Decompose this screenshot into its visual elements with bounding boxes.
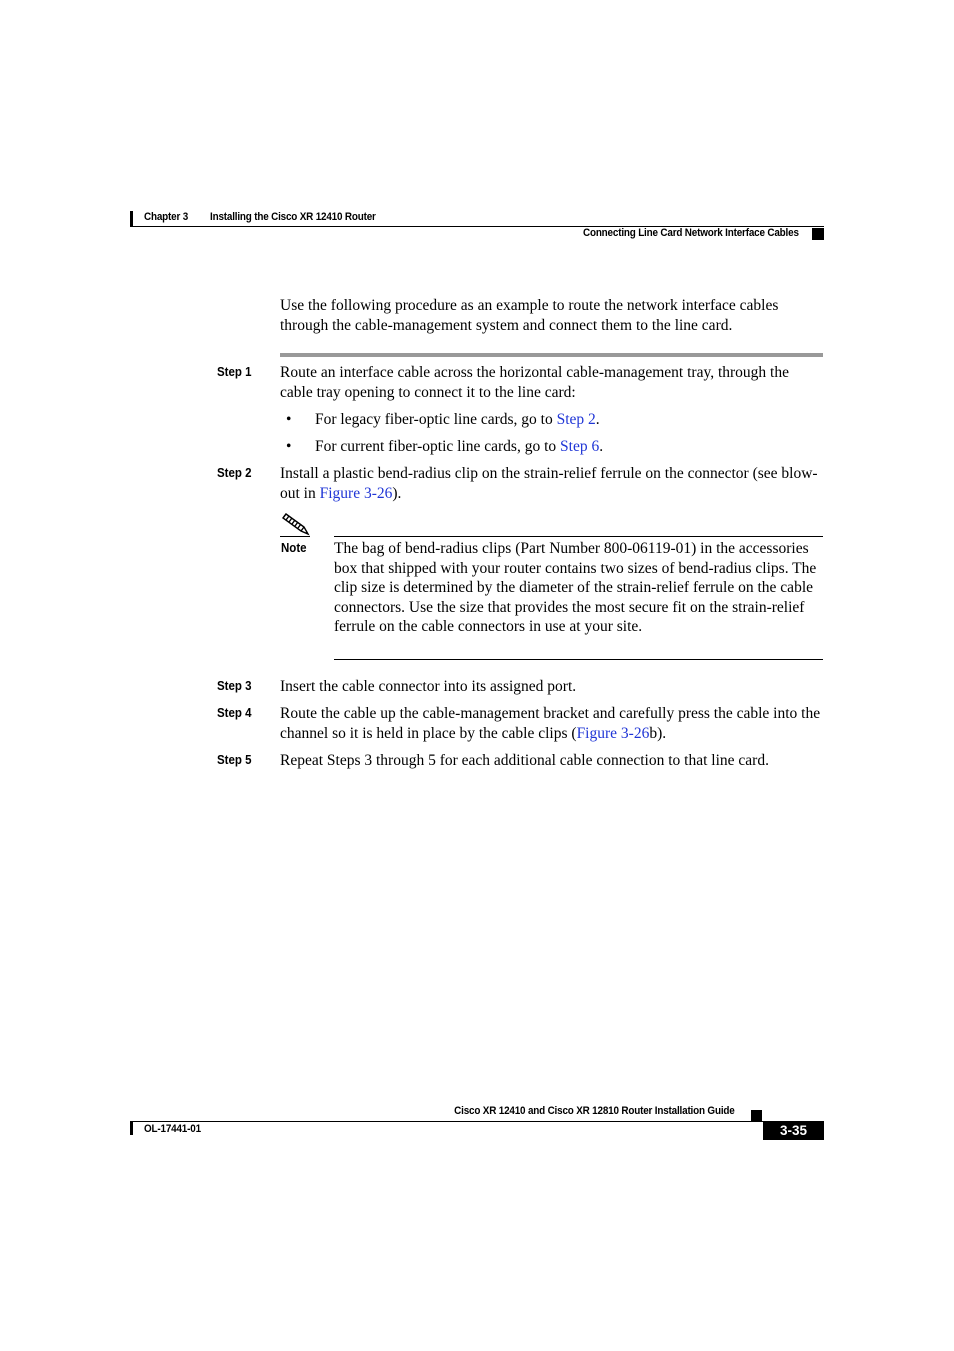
- note-text: The bag of bend-radius clips (Part Number 800-06119-01) in the accessories box that shipped with your router contains two sizes of bend-radius clips. The clip size is determined by the diameter of the strain-relief ferrule on the cable connectors. Use the size that provides the most secure fit on the strain-relief ferrule on the cable connectors in use at your site.: [334, 540, 817, 635]
- bullet-icon: •: [286, 411, 292, 428]
- footer-rule: [130, 1121, 824, 1122]
- footer-guide-title: Cisco XR 12410 and Cisco XR 12810 Router Installation Guide: [454, 1105, 735, 1117]
- note-top-rule: [334, 536, 823, 537]
- intro-paragraph: Use the following procedure as an example to route the network interface cables through the cable-management system and connect them to the line card.: [280, 297, 779, 334]
- step-3-text: Insert the cable connector into its assigned port.: [280, 678, 577, 695]
- bullet-text: For current fiber-optic line cards, go to Step 6.: [315, 438, 604, 455]
- header-right-block: [812, 228, 824, 240]
- footer-right-block: [751, 1110, 762, 1121]
- note-bottom-rule: [334, 659, 823, 660]
- step-2-text: Install a plastic bend-radius clip on the strain-relief ferrule on the connector (see blow-out in Figure 3-26).: [280, 465, 818, 502]
- step-5-label: Step 5: [217, 753, 252, 767]
- step-1-bullet-1: [286, 410, 826, 430]
- header-left-bar: [130, 211, 133, 227]
- step-1-label: Step 1: [217, 365, 252, 379]
- figure-3-26-link[interactable]: Figure 3-26: [576, 724, 650, 742]
- bullet-icon: •: [286, 438, 292, 455]
- pencil-note-icon: [282, 511, 312, 537]
- step-4-label: Step 4: [217, 706, 252, 720]
- step-3-label: Step 3: [217, 679, 252, 693]
- step-4-text: Route the cable up the cable-management bracket and carefully press the cable into the channel so it is held in place by the cable clips (Figure 3-26b).: [280, 705, 821, 742]
- footer-left-bar: [130, 1121, 133, 1135]
- page-number-box: [763, 1121, 824, 1140]
- procedure-rule: [280, 353, 823, 357]
- step-6-link[interactable]: Step 6: [560, 438, 600, 455]
- header-chapter: Chapter 3: [144, 211, 189, 223]
- step-2-link[interactable]: Step 2: [556, 411, 596, 428]
- figure-3-26-link[interactable]: Figure 3-26: [319, 484, 393, 502]
- footer-doc-number: OL-17441-01: [144, 1123, 201, 1135]
- header-chapter-title: Installing the Cisco XR 12410 Router: [210, 211, 376, 223]
- page-number: 3-35: [779, 1123, 808, 1138]
- note-icon-underline: [280, 536, 310, 537]
- step-1-text: Route an interface cable across the horizontal cable-management tray, through the cable tray opening to connect it to the line card:: [280, 364, 789, 401]
- header-section-title: Connecting Line Card Network Interface Cables: [583, 227, 799, 239]
- bullet-text: For legacy fiber-optic line cards, go to Step 2.: [315, 411, 600, 428]
- note-label: Note: [281, 541, 307, 555]
- step-5-text: Repeat Steps 3 through 5 for each additional cable connection to that line card.: [280, 752, 769, 769]
- step-2-label: Step 2: [217, 466, 252, 480]
- step-1-bullet-2: [286, 437, 826, 457]
